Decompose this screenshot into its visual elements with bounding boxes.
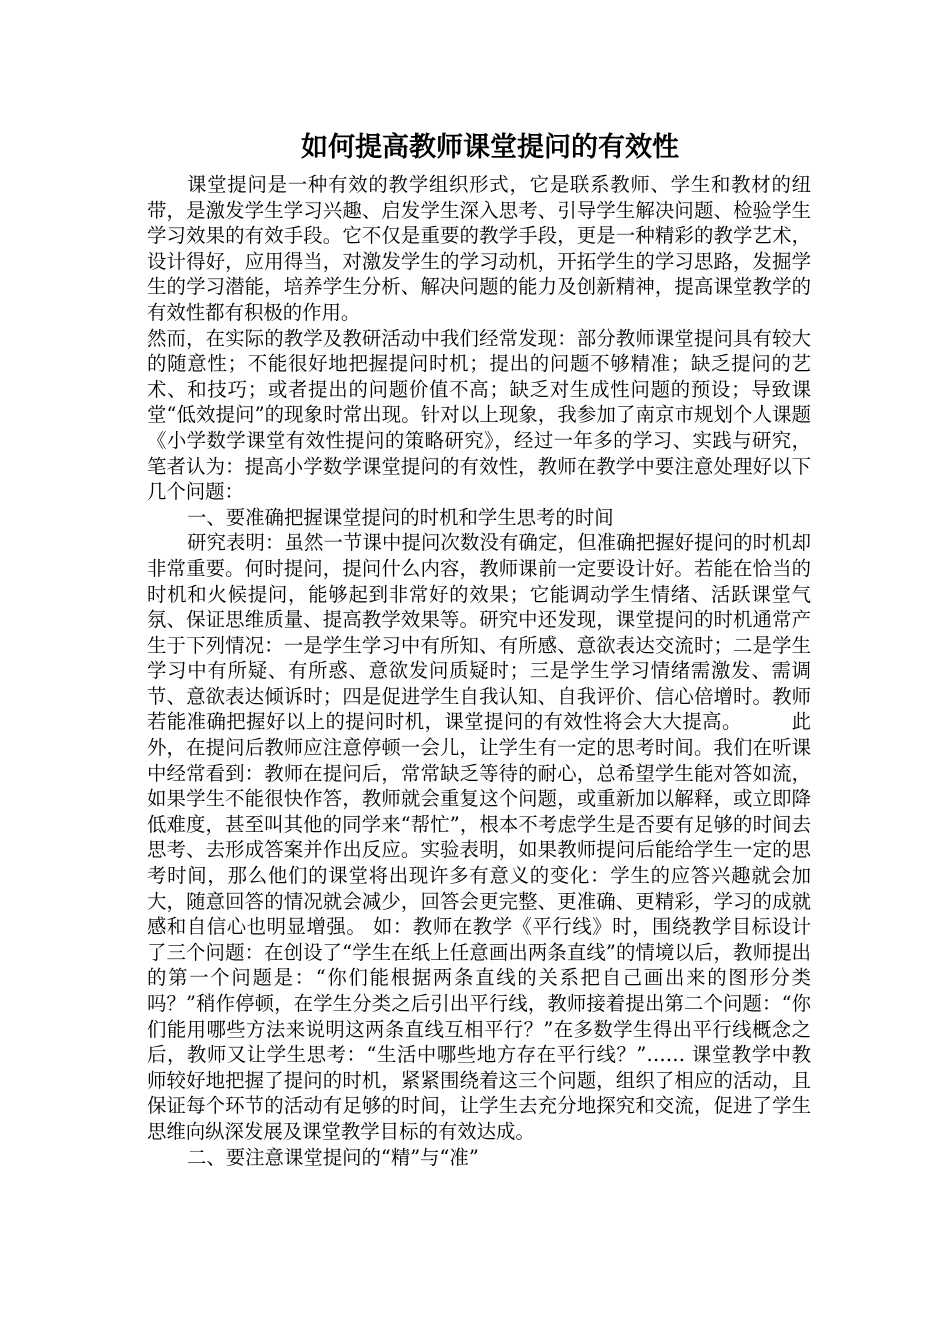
paragraph-timing: 研究表明：虽然一节课中提问次数没有确定，但准确把握好提问的时机却非常重要。何时提问，提问什么内容，教师课前一定要设计好。若能在恰当的时机和火候提问，能够起到非常好的效果；它能调动学生情绪、活跃课堂气氛、保证思维质量、提高教学效果等。研究中还发现，课堂提问的时机通常产生于下列情况：一是学生学习中有所知、有所感、意欲表达交流时；二是学生学习中有所疑、有所惑、意欲发问质疑时；三是学生学习情绪需激发、需调节、意欲表达倾诉时；四是促进学生自我认知、自我评价、信心倍增时。教师若能准确把握好以上的提问时机，课堂提问的有效性将会大大提高。 此外，在提问后教师应注意停顿一会儿，让学生有一定的思考时间。我们在听课中经常看到：教师在提问后，常常缺乏等待的耐心，总希望学生能对答如流，如果学生不能很快作答，教师就会重复这个问题，或重新加以解释，或立即降低难度，甚至叫其他的同学来“帮忙”，根本不考虑学生是否要有足够的时间去思考、去形成答案并作出反应。实验表明，如果教师提问后能给学生一定的思考时间，那么他们的课堂将出现许多有意义的变化：学生的应答兴趣就会加大，随意回答的情况就会减少，回答会更完整、更准确、更精彩，学习的成就感和自信心也明显增强。 如：教师在教学《平行线》时，围绕教学目标设计了三个问题：在创设了“学生在纸上任意画出两条直线”的情境以后，教师提出的第一个问题是：“你们能根据两条直线的关系把自己画出来的图形分类吗？”稍作停顿，在学生分类之后引出平行线，教师接着提出第二个问题：“你们能用哪些方法来说明这两条直线互相平行？”在多数学生得出平行线概念之后，教师又让学生思考：“生活中哪些地方存在平行线？”…… 课堂教学中教师较好地把握了提问的时机，紧紧围绕着这三个问题，组织了相应的活动，且保证每个环节的活动有足够的时间，让学生去充分地探究和交流，促进了学生思维向纵深发展及课堂教学目标的有效达成。 [147,531,811,1143]
section-heading-2: 二、要注意课堂提问的“精”与“准” [187,1145,479,1169]
paragraph-intro: 课堂提问是一种有效的教学组织形式，它是联系教师、学生和教材的纽带，是激发学生学习兴趣、启发学生深入思考、引导学生解决问题、检验学生学习效果的有效手段。它不仅是重要的教学手段，更是一种精彩的教学艺术，设计得好，应用得当，对激发学生的学习动机，开拓学生的学习思路，发掘学生的学习潜能，培养学生分析、解决问题的能力及创新精神，提高课堂教学的有效性都有积极的作用。 [147,173,811,324]
document-body [147,172,811,1170]
section-heading-1: 一、要准确把握课堂提问的时机和学生思考的时间 [187,505,614,529]
document-title: 如何提高教师课堂提问的有效性 [301,132,679,163]
paragraph-problems: 然而，在实际的教学及教研活动中我们经常发现：部分教师课堂提问具有较大的随意性；不能很好地把握提问时机；提出的问题不够精准；缺乏提问的艺术、和技巧；或者提出的问题价值不高；缺乏对生成性问题的预设；导致课堂“低效提问”的现象时常出现。针对以上现象，我参加了南京市规划个人课题《小学数学课堂有效性提问的策略研究》，经过一年多的学习、实践与研究，笔者认为：提高小学数学课堂提问的有效性，教师在教学中要注意处理好以下几个问题： [147,326,811,504]
